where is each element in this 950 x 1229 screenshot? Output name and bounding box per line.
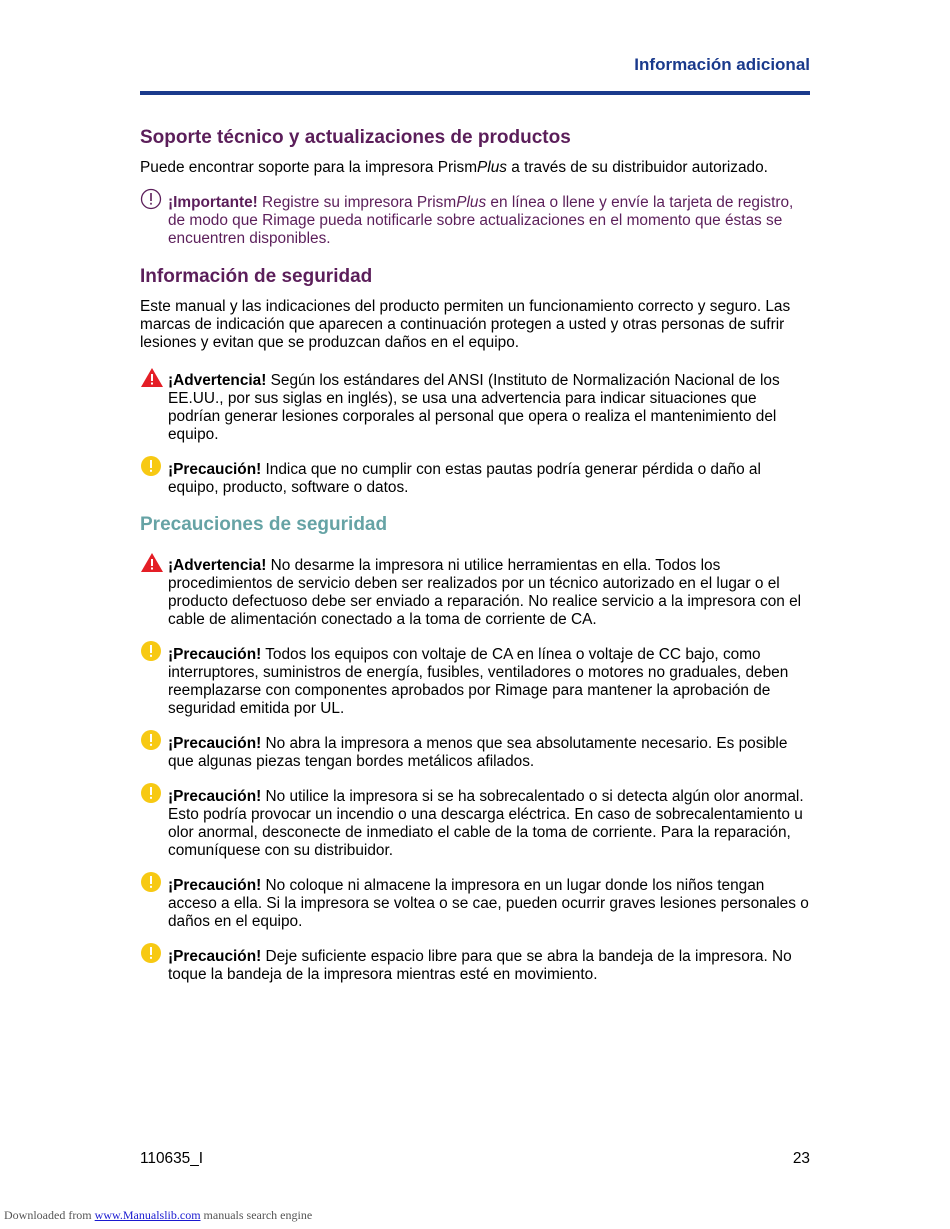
- precaution-label: ¡Precaución!: [168, 877, 262, 894]
- important-note: ¡Importante! Registre su impresora PrismPlus en línea o llene y envíe la tarjeta de registro, de modo que Rimage pueda notificarle sobre actualizaciones en el momento que éstas se encuentren disponibles.: [140, 194, 812, 248]
- page-number: 23: [792, 1150, 810, 1167]
- support-body: Puede encontrar soporte para la impresora PrismPlus a través de su distribuidor autorizado.: [140, 159, 768, 176]
- precaution-label: ¡Precaución!: [168, 735, 262, 752]
- precaution-label: ¡Precaución!: [168, 948, 262, 965]
- warning-definition: ¡Advertencia! Según los estándares del ANSI (Instituto de Normalización Nacional de los EE.UU., por sus siglas en inglés), se usa una advertencia para indicar situaciones que podrían generar lesiones corporales al personal que opera o realiza el mantenimiento del equipo.: [140, 372, 812, 444]
- precaution-text: No coloque ni almacene la impresora en un lugar donde los niños tengan acceso a ella. Si la impresora se voltea o se cae, pueden ocurrir graves lesiones personales o daños en el equipo.: [168, 877, 809, 930]
- caution-label: ¡Precaución!: [168, 461, 262, 478]
- precaution-item: [140, 735, 812, 771]
- precaution-item: [140, 557, 812, 629]
- page-header-title: Información adicional: [634, 55, 810, 74]
- precautions-list: [140, 557, 812, 984]
- caution-definition: ¡Precaución! Indica que no cumplir con estas pautas podría generar pérdida o daño al equipo, producto, software o datos.: [140, 461, 812, 497]
- caution-icon: [140, 782, 164, 806]
- precaution-text: Deje suficiente espacio libre para que se abra la bandeja de la impresora. No toque la bandeja de la impresora mientras esté en movimiento.: [168, 948, 792, 983]
- caution-icon: [140, 640, 164, 664]
- precaution-text: No utilice la impresora si se ha sobrecalentado o si detecta algún olor anormal. Esto podría provocar un incendio o una descarga eléctrica. En caso de sobrecalentamiento u olor anormal, desconecte de inmediato el cable de la toma de corriente. Para la reparación, comuníquese con su distribuidor.: [168, 788, 804, 859]
- doc-number: 110635_I: [140, 1150, 204, 1167]
- caution-icon: [140, 942, 164, 966]
- precaution-item: [140, 788, 812, 860]
- precaution-item: [140, 646, 812, 718]
- manualslib-link[interactable]: www.Manualslib.com: [94, 1208, 201, 1222]
- precaution-item: [140, 877, 812, 931]
- safety-info-heading: Información de seguridad: [140, 266, 373, 287]
- support-heading: Soporte técnico y actualizaciones de productos: [140, 127, 571, 148]
- caution-icon: [140, 455, 164, 479]
- safety-info-body: Este manual y las indicaciones del producto permiten un funcionamiento correcto y seguro. Las marcas de indicación que aparecen a continuación protegen a usted y otras personas de sufrir lesiones y evitan que se produzcan daños en el equipo.: [140, 298, 791, 351]
- header-rule: [140, 91, 810, 95]
- important-icon: [140, 188, 164, 212]
- page-content: [140, 127, 812, 984]
- important-label: ¡Importante!: [168, 194, 258, 211]
- precaution-text: Todos los equipos con voltaje de CA en línea o voltaje de CC bajo, como interruptores, suministros de energía, fusibles, ventiladores o motores no graduales, deben reemplazarse con componentes aprobados por Rimage para mantener la aprobación de seguridad emitida por UL.: [168, 646, 789, 717]
- caution-icon: [140, 871, 164, 895]
- warning-label: ¡Advertencia!: [168, 372, 267, 389]
- warning-triangle-icon: [140, 551, 164, 575]
- download-notice: Downloaded from www.Manualslib.com manuals search engine: [4, 1208, 313, 1222]
- precautions-heading: Precauciones de seguridad: [140, 514, 388, 535]
- precaution-label: ¡Precaución!: [168, 788, 262, 805]
- precaution-text: No abra la impresora a menos que sea absolutamente necesario. Es posible que algunas piezas tengan bordes metálicos afilados.: [168, 735, 788, 770]
- precaution-text: No desarme la impresora ni utilice herramientas en ella. Todos los procedimientos de servicio deben ser realizados por un técnico autorizado en el lugar o el producto defectuoso debe ser enviado a reparación. No realice servicio a la impresora con el cable de alimentación conectado a la toma de corriente de CA.: [168, 557, 802, 628]
- warning-triangle-icon: [140, 366, 164, 390]
- precaution-item: [140, 948, 812, 984]
- precaution-label: ¡Precaución!: [168, 646, 262, 663]
- precaution-label: ¡Advertencia!: [168, 557, 267, 574]
- caution-icon: [140, 729, 164, 753]
